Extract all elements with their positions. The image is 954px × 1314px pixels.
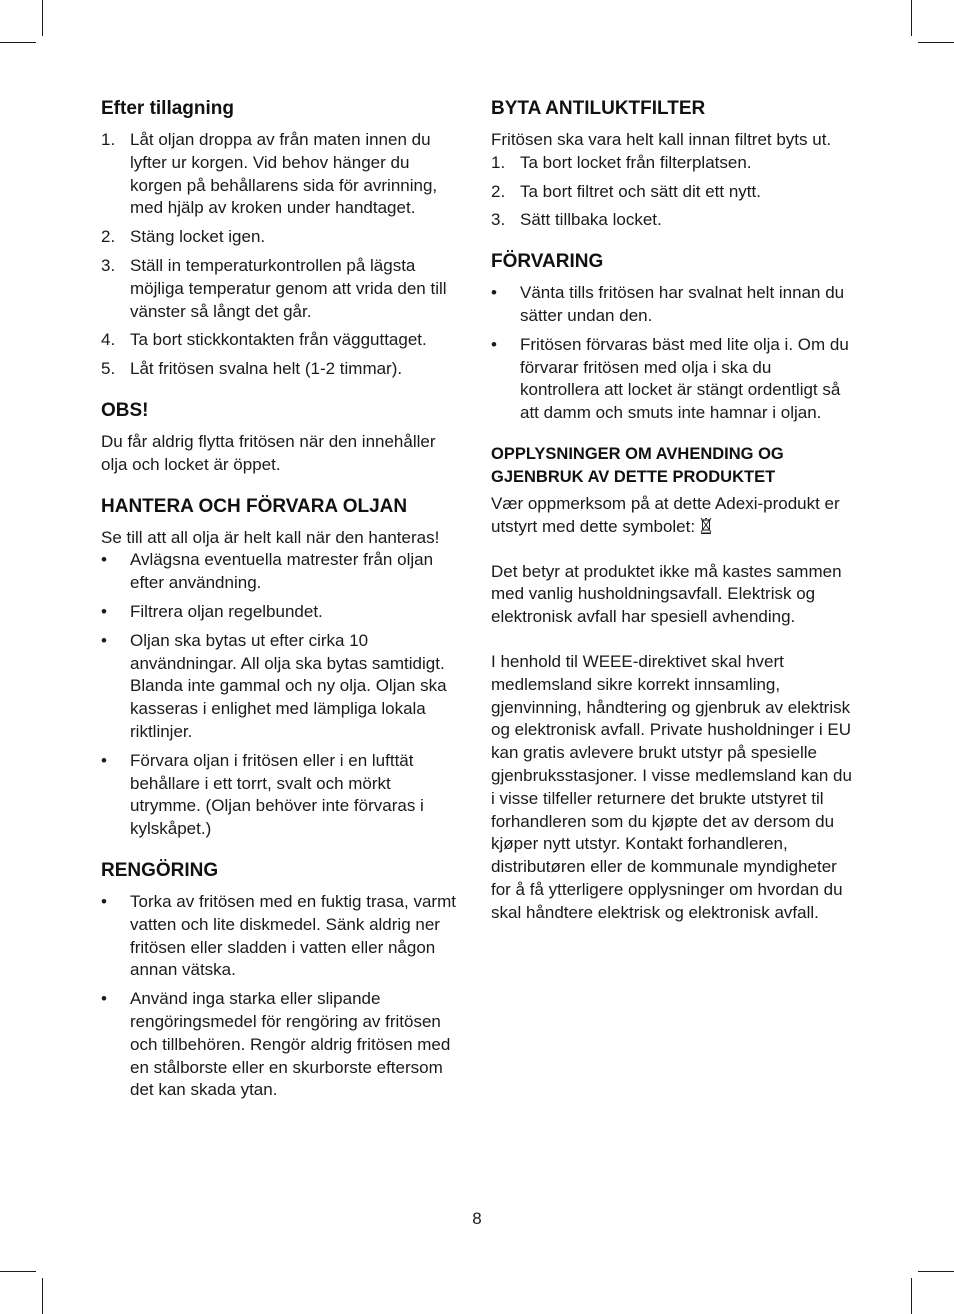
crop-mark: [0, 1271, 36, 1272]
crop-mark: [918, 42, 954, 43]
crop-mark: [0, 42, 36, 43]
paragraph: Fritösen ska vara helt kall innan filtret byts ut.: [491, 130, 832, 149]
list-item: • Avlägsna eventuella matrester från oljan efter användning.: [101, 550, 434, 593]
crop-mark: [42, 0, 43, 36]
list-item: 4. Ta bort stickkontakten från vägguttaget.: [101, 330, 427, 350]
list-item: 1. Ta bort locket från filterplatsen.: [491, 152, 752, 172]
paragraph: I henhold til WEEE-direktivet skal hvert medlemsland sikre korrekt innsamling, gjenvinning, håndtering og gjenbruk av elektrisk og elektronisk avfall. Private husholdninger i EU kan gratis avlevere brukt utstyr på spesielle gjenbruksstasjoner. I visse medlemsland kan du i visse tilfeller returnere det brukte utstyret til forhandleren som du kjøpte det av dersom du kjøper nytt utstyr. Kontakt forhandleren, distributøren eller de kommunale myndigheter for å få ytterligere opplysninger om hvordan du skal håndtere elektrisk og elektronisk avfall.: [491, 651, 852, 922]
list-item: 3. Ställ in temperaturkontrollen på lägsta möjliga temperatur genom att vrida den till vänster så långt det går.: [101, 255, 447, 321]
paragraph: Du får aldrig flytta fritösen när den innehåller olja och locket är öppet.: [101, 431, 436, 474]
section-storage: [491, 250, 855, 425]
crop-mark: [918, 1271, 954, 1272]
list-item: 1. Låt oljan droppa av från maten innen du lyfter ur korgen. Vid behov hänger du korgen på behållarens sida för avrinning, med hjälp av kroken under handtaget.: [101, 130, 438, 218]
paragraph: Se till att all olja är helt kall när den hanteras!: [101, 527, 440, 547]
list-item: • Torka av fritösen med en fuktig trasa, varmt vatten och lite diskmedel. Sänk aldrig ner fritösen eller sladden i vatten eller någon annan vätska.: [101, 891, 456, 980]
list-item: 2. Ta bort filtret och sätt dit ett nytt.: [491, 181, 761, 201]
section-heading: HANTERA OCH FÖRVARA OLJAN: [101, 495, 408, 517]
left-column: [101, 97, 463, 1120]
list-item: • Filtrera oljan regelbundet.: [101, 601, 323, 621]
list-item: • Oljan ska bytas ut efter cirka 10 användningar. All olja ska bytas samtidigt. Blanda inte gammal och ny olja. Oljan ska kasseras i enlighet med lämpliga lokala riktlinjer.: [101, 630, 447, 741]
section-oil-handling: [101, 495, 463, 841]
list-item: 3. Sätt tillbaka locket.: [491, 210, 662, 230]
section-cleaning: [101, 859, 463, 1102]
crop-mark: [911, 1278, 912, 1314]
list-item: 5. Låt fritösen svalna helt (1-2 timmar).: [101, 359, 403, 379]
list-item: • Vänta tills fritösen har svalnat helt innan du sätter undan den.: [491, 283, 845, 325]
section-weee: [491, 443, 855, 925]
section-filter: [491, 97, 855, 232]
right-column: [491, 97, 855, 943]
list-item: 2. Stäng locket igen.: [101, 227, 266, 247]
crop-mark: [911, 0, 912, 36]
section-heading: OBS!: [101, 399, 149, 421]
section-heading: FÖRVARING: [491, 251, 604, 273]
paragraph: Det betyr at produktet ikke må kastes sammen med vanlig husholdningsavfall. Elektrisk og elektronisk avfall har spesiell avhending.: [491, 561, 842, 627]
section-obs: [101, 399, 463, 477]
page-number: 8: [472, 1209, 482, 1228]
list-item: • Förvara oljan i fritösen eller i en lufttät behållare i ett torrt, svalt och mörkt utrymme. (Oljan behöver inte förvaras i kylskåpet.): [101, 750, 424, 839]
section-heading: OPPLYSNINGER OM AVHENDING OG GJENBRUK AV DETTE PRODUKTET: [491, 444, 784, 486]
paragraph: Vær oppmerksom på at dette Adexi-produkt er utstyrt med dette symbolet:: [491, 493, 840, 536]
bullet-list: [101, 891, 463, 1102]
section-after-cooking: [101, 97, 463, 381]
bullet-list: [101, 549, 463, 841]
numbered-list: [491, 152, 855, 232]
numbered-list: [101, 129, 463, 381]
crossed-out-wheelie-bin-icon: [700, 516, 712, 534]
bullet-list: [491, 282, 855, 425]
list-item: • Använd inga starka eller slipande rengöringsmedel för rengöring av fritösen och tillbehören. Rengör aldrig fritösen med en stålborste eller en skurborste eftersom det kan skada ytan.: [101, 989, 451, 1100]
section-heading: Efter tillagning: [101, 98, 234, 119]
section-heading: RENGÖRING: [101, 859, 219, 881]
list-item: • Fritösen förvaras bäst med lite olja i. Om du förvarar fritösen med olja i ska du kontrollera att locket är stängt ordentligt så att damm och smuts inte hamnar i oljan.: [491, 334, 849, 423]
section-heading: BYTA ANTILUKTFILTER: [491, 98, 706, 119]
crop-mark: [42, 1278, 43, 1314]
